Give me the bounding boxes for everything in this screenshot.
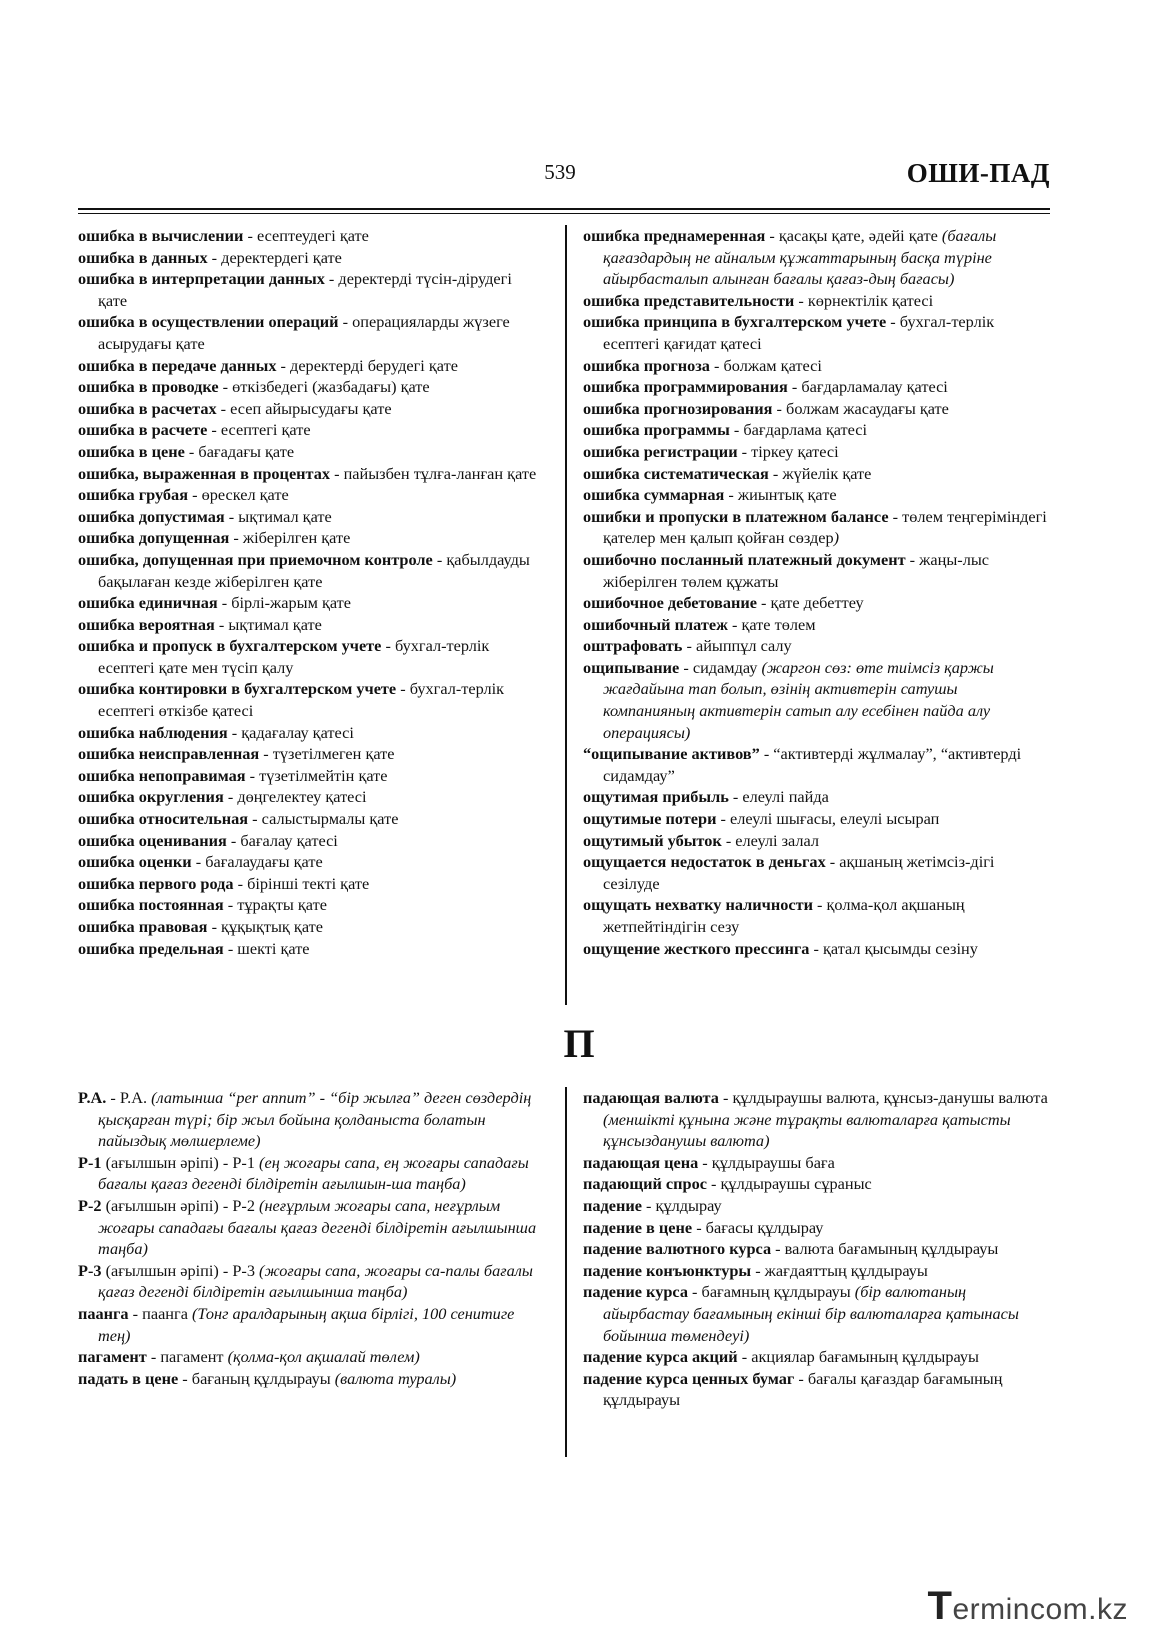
dictionary-entry: [583, 635, 1053, 657]
entry-term: ошибка прогноза: [583, 355, 710, 375]
entry-term: ощутимый убыток: [583, 830, 722, 850]
entry-definition: - жиынтық қате: [724, 485, 837, 505]
entry-term: ошибка регистрации: [583, 441, 738, 461]
dictionary-entry: [583, 398, 1053, 420]
entry-note: (бір валютаның айырбастау бағамының екінші бір валюталарға қатынасы бойынша төмендеуі): [603, 1282, 1019, 1345]
entry-definition: - пайызбен тұлға-ланған қате: [330, 463, 537, 483]
entry-definition: - бағасы құлдырау: [692, 1217, 824, 1237]
dictionary-entry: [583, 290, 1053, 312]
dictionary-entry: [78, 851, 540, 873]
entry-definition: - елеулі залал: [721, 830, 820, 850]
entry-term: падающая валюта: [583, 1088, 719, 1107]
entry-term: ощущать нехватку наличности: [583, 895, 813, 915]
entry-term: ошибка в данных: [78, 247, 208, 267]
entry-definition: - бағамның құлдырауы: [687, 1282, 855, 1302]
dictionary-entry: [78, 743, 540, 765]
entry-definition: - түзетілмеген қате: [259, 744, 395, 764]
header-rule-thick: [78, 208, 1050, 210]
dictionary-entry: [583, 938, 1053, 960]
dictionary-entry: [583, 808, 1053, 830]
entry-definition: - бухгал-терлік есептегі қағидат қатесі: [603, 312, 995, 353]
entry-term: ощущение жесткого прессинга: [583, 938, 810, 958]
column-bottom-right: [583, 1087, 1053, 1411]
dictionary-entry: [78, 463, 540, 485]
entry-definition: - жаңы-лыс жіберілген төлем құжаты: [603, 549, 989, 591]
entry-term: падение курса акций: [583, 1347, 738, 1367]
entry-term: ошибка программы: [583, 420, 730, 440]
dictionary-entry: [78, 614, 540, 636]
entry-definition: - бағалаудағы қате: [191, 852, 323, 872]
dictionary-entry: [583, 484, 1053, 506]
entry-term: P-1: [78, 1152, 102, 1172]
entry-definition: - бағдарлама қатесі: [729, 420, 868, 440]
dictionary-entry: [78, 873, 540, 895]
dictionary-entry: [78, 938, 540, 960]
entry-term: ошибка округления: [78, 787, 224, 807]
dictionary-entry: [583, 441, 1053, 463]
dictionary-entry: [583, 311, 1053, 354]
entry-term: ошибка программирования: [583, 377, 788, 397]
dictionary-entry: [583, 1152, 1053, 1174]
entry-definition: - бухгал-терлік есептегі қате мен түсіп қалу: [98, 636, 490, 677]
entry-definition: (ағылшын әріпі) - P-1: [101, 1152, 260, 1172]
entry-term: ошибка представительности: [583, 290, 795, 310]
entry-definition: - бухгал-терлік есептегі өткізбе қатесі: [98, 679, 505, 721]
entry-term: падающая цена: [583, 1152, 699, 1172]
watermark-text: ermincom.kz: [952, 1593, 1128, 1626]
entry-term: ошибки и пропуски в платежном балансе: [583, 506, 889, 526]
entry-term: падение курса: [583, 1282, 688, 1302]
entry-definition: - айыппұл салу: [682, 636, 792, 656]
entry-term: падение конъюнктуры: [583, 1260, 752, 1280]
dictionary-entry: [78, 247, 540, 269]
dictionary-entry: [583, 376, 1053, 398]
entry-definition: - операцияларды жүзеге асырудағы қате: [98, 312, 510, 353]
dictionary-entry: [583, 657, 1053, 743]
dictionary-entry: [78, 1152, 540, 1195]
entry-note: (бағалы қағаздардың не айналым құжаттарының басқа түріне айырбасталып алынған бағалы қағаз-дың бағасы): [603, 226, 997, 289]
entry-definition: - дөңгелектеу қатесі: [223, 787, 367, 807]
entry-definition: - елеулі пайда: [728, 787, 829, 807]
dictionary-entry: [78, 592, 540, 614]
entry-term: ошибка допущенная: [78, 528, 230, 548]
entry-definition: - есеп айырысудағы қате: [216, 398, 392, 418]
entry-term: ошибка систематическая: [583, 463, 769, 483]
entry-definition: - қасақы қате, әдейі қате: [765, 226, 942, 245]
column-divider-top: [565, 225, 567, 1005]
dictionary-entry: [78, 398, 540, 420]
dictionary-entry: [78, 635, 540, 678]
entry-note: (ең жоғары сапа, ең жоғары сападағы бағалы қағаз дегенді білдіретін ағылшын-ша таңба): [98, 1152, 529, 1194]
entry-term: P.A.: [78, 1088, 107, 1107]
dictionary-entry: [583, 419, 1053, 441]
dictionary-entry: [583, 463, 1053, 485]
dictionary-entry: [583, 1238, 1053, 1260]
entry-term: ошибка в передаче данных: [78, 355, 277, 375]
entry-term: ошибка в вычислении: [78, 226, 244, 245]
dictionary-entry: [583, 1173, 1053, 1195]
entry-note: (Тонг аралдарының ақша бірлігі, 100 сенитиге тең): [98, 1303, 515, 1345]
dictionary-entry: [78, 549, 540, 592]
dictionary-entry: [583, 225, 1053, 290]
entry-definition: - деректердегі қате: [207, 247, 342, 267]
entry-definition: - құлдыраушы баға: [698, 1152, 835, 1172]
entry-term: ошибка и пропуск в бухгалтерском учете: [78, 636, 382, 656]
dictionary-entry: [583, 1217, 1053, 1239]
entry-definition: - төлем теңгеріміндегі қателер мен қалып қойған сөздер: [603, 506, 1047, 548]
entry-term: ошибка предельная: [78, 938, 224, 958]
section-letter: П: [563, 1021, 595, 1066]
dictionary-entry: [583, 355, 1053, 377]
entry-term: ошибка в осуществлении операций: [78, 312, 339, 332]
entry-term: P-3: [78, 1260, 102, 1280]
entry-definition: - “активтерді жұлмалау”, “активтерді сидамдау”: [603, 744, 1022, 785]
entry-term: падение в цене: [583, 1217, 693, 1237]
entry-term: ошибка допустимая: [78, 506, 225, 526]
dictionary-entry: [583, 830, 1053, 852]
entry-term: пагамент: [78, 1347, 147, 1367]
dictionary-entry: [78, 830, 540, 852]
entry-term: ошибка в интерпретации данных: [78, 269, 325, 289]
entry-term: ошибка вероятная: [78, 614, 215, 634]
entry-term: ошибка в расчетах: [78, 398, 217, 418]
entry-term: ошибка наблюдения: [78, 722, 228, 742]
entry-definition: - есептегі қате: [207, 420, 311, 440]
entry-term: паанга: [78, 1303, 129, 1323]
dictionary-entry: [78, 225, 540, 247]
entry-term: ошибка постоянная: [78, 895, 224, 915]
page-number: 539: [544, 160, 576, 184]
entry-definition: - бағдарламалау қатесі: [787, 377, 948, 397]
entry-definition: - шекті қате: [223, 938, 310, 958]
dictionary-entry: [78, 527, 540, 549]
header-rule-thin: [78, 213, 1050, 214]
dictionary-entry: [78, 722, 540, 744]
entry-note: ): [833, 528, 840, 548]
entry-definition: - өткізбедегі (жазбадағы) қате: [218, 377, 430, 397]
entry-definition: - есептеудегі қате: [243, 226, 369, 245]
site-watermark: [928, 1584, 1128, 1629]
dictionary-entry: [78, 765, 540, 787]
entry-term: ощутимые потери: [583, 809, 717, 829]
dictionary-entry: [78, 1346, 540, 1368]
dictionary-entry: [583, 549, 1053, 592]
entry-term: оштрафовать: [583, 636, 683, 656]
column-bottom-left: [78, 1087, 540, 1389]
dictionary-entry: [78, 894, 540, 916]
dictionary-entry: [78, 808, 540, 830]
entry-definition: - бағалы қағаздар бағамының құлдырауы: [603, 1368, 1003, 1410]
dictionary-entry: [78, 484, 540, 506]
entry-definition: - құлдыраушы сұраныс: [706, 1174, 872, 1194]
entry-definition: - көрнектілік қатесі: [794, 290, 934, 310]
entry-definition: - қадағалау қатесі: [227, 722, 354, 742]
entry-term: падение валютного курса: [583, 1239, 772, 1259]
entry-term: ощутимая прибыль: [583, 787, 729, 807]
entry-note: (латынша “per annum” - “бір жылға” деген сөздердің қысқарған түрі; бір жыл бойына қолданыста болатын пайыздық мөлшерлеме): [98, 1088, 532, 1151]
entry-definition: - бірлі-жарым қате: [217, 593, 352, 613]
entry-definition: - пагамент: [146, 1347, 228, 1367]
entry-definition: - бағадағы қате: [184, 441, 295, 461]
entry-term: ошибка относительная: [78, 809, 249, 829]
dictionary-entry: [78, 1195, 540, 1260]
entry-term: ошибка единичная: [78, 593, 218, 613]
dictionary-entry: [583, 851, 1053, 894]
entry-term: ошибочное дебетование: [583, 593, 757, 613]
entry-definition: - акциялар бағамының құлдырауы: [737, 1347, 979, 1367]
entry-term: падающий спрос: [583, 1174, 707, 1194]
dictionary-entry: [78, 419, 540, 441]
dictionary-entry: [583, 894, 1053, 937]
entry-term: ошибка оценивания: [78, 830, 227, 850]
dictionary-entry: [583, 592, 1053, 614]
entry-term: ошибка оценки: [78, 852, 192, 872]
entry-term: ошибка первого рода: [78, 873, 234, 893]
entry-definition: - бірінші текті қате: [233, 873, 370, 893]
dictionary-entry: [78, 268, 540, 311]
dictionary-entry: [583, 506, 1053, 549]
dictionary-entry: [78, 355, 540, 377]
entry-definition: - қатал қысымды сезіну: [809, 938, 978, 958]
entry-definition: - құлдырау: [641, 1195, 722, 1215]
entry-definition: - салыстырмалы қате: [248, 809, 399, 829]
dictionary-entry: [583, 743, 1053, 786]
dictionary-entry: [583, 614, 1053, 636]
entry-definition: - болжам қатесі: [709, 355, 822, 375]
entry-definition: - ақшаның жетімсіз-дігі сезілуде: [603, 852, 995, 893]
entry-definition: - құлдыраушы валюта, құнсыз-данушы валюта: [718, 1088, 1048, 1107]
entry-term: ощущается недостаток в деньгах: [583, 852, 826, 872]
dictionary-entry: [78, 916, 540, 938]
entry-definition: - жіберілген қате: [229, 528, 351, 548]
entry-term: P-2: [78, 1195, 102, 1215]
entry-definition: - қабылдауды бақылаған кезде жіберілген қате: [98, 549, 530, 591]
running-head: ОШИ-ПАД: [906, 158, 1050, 188]
entry-term: падение курса ценных бумаг: [583, 1368, 795, 1388]
dictionary-entry: [78, 441, 540, 463]
entry-term: ошибка в расчете: [78, 420, 208, 440]
dictionary-entry: [583, 1346, 1053, 1368]
entry-term: ошибка неисправленная: [78, 744, 260, 764]
entry-term: ошибка грубая: [78, 485, 189, 505]
dictionary-entry: [583, 1087, 1053, 1152]
entry-term: ошибочный платеж: [583, 614, 728, 634]
entry-definition: - валюта бағамының құлдырауы: [771, 1239, 999, 1259]
entry-definition: - сидамдау: [679, 657, 762, 677]
entry-term: ошибка контировки в бухгалтерском учете: [78, 679, 397, 699]
entry-definition: - бағалау қатесі: [226, 830, 338, 850]
entry-definition: (ағылшын әріпі) - P-3: [101, 1260, 260, 1280]
entry-term: ошибка прогнозирования: [583, 398, 773, 418]
entry-definition: - ықтимал қате: [224, 506, 332, 526]
entry-term: ошибка правовая: [78, 917, 208, 936]
dictionary-entry: [78, 786, 540, 808]
entry-definition: - елеулі шығасы, елеулі ысырап: [716, 809, 940, 829]
dictionary-entry: [583, 786, 1053, 808]
entry-term: ошибка в цене: [78, 441, 185, 461]
entry-note: (жоғары сапа, жоғары са-палы бағалы қағаз дегенді білдіретін ағылшынша таңба): [98, 1260, 533, 1302]
entry-definition: - бағаның құлдырауы: [178, 1368, 335, 1388]
entry-definition: - жүйелік қате: [768, 463, 872, 483]
dictionary-entry: [78, 311, 540, 354]
column-top-left: [78, 225, 540, 959]
entry-note: (қолма-қол ақшалай төлем): [227, 1347, 420, 1367]
dictionary-entry: [78, 1087, 540, 1152]
entry-term: ошибка в проводке: [78, 377, 219, 397]
entry-definition: - тіркеу қатесі: [737, 441, 839, 461]
entry-note: (меншікті құнына және тұрақты валюталарға қатысты құнсызданушы валюта): [603, 1109, 1011, 1151]
dictionary-entry: [583, 1281, 1053, 1346]
entry-definition: - тұрақты қате: [223, 895, 327, 915]
dictionary-entry: [78, 1260, 540, 1303]
entry-term: ошибка, выраженная в процентах: [78, 463, 331, 483]
entry-definition: - деректерді түсін-дірудегі қате: [98, 269, 512, 310]
column-divider-bottom: [565, 1087, 567, 1457]
entry-definition: - жағдаяттың құлдырауы: [751, 1260, 928, 1280]
dictionary-entry: [78, 1303, 540, 1346]
entry-definition: - деректерді берудегі қате: [276, 355, 458, 375]
dictionary-entry: [78, 376, 540, 398]
entry-definition: - өрескел қате: [188, 485, 289, 505]
entry-definition: (ағылшын әріпі) - P-2: [101, 1195, 260, 1215]
dictionary-entry: [583, 1368, 1053, 1411]
entry-definition: - қате дебеттеу: [756, 593, 864, 613]
entry-term: ощипывание: [583, 657, 680, 677]
dictionary-entry: [78, 678, 540, 721]
entry-note: (неғұрлым жоғары сапа, неғұрлым жоғары сападағы бағалы қағаз дегенді білдіретін ағылшынша таңба): [98, 1195, 537, 1259]
column-top-right: [583, 225, 1053, 959]
entry-term: падать в цене: [78, 1368, 179, 1388]
entry-term: падение: [583, 1195, 642, 1215]
entry-term: ошибка непоправимая: [78, 765, 246, 785]
entry-definition: - ықтимал қате: [214, 614, 322, 634]
entry-definition: - паанга: [128, 1303, 192, 1323]
entry-term: ошибка, допущенная при приемочном контроле: [78, 549, 433, 569]
watermark-initial: T: [927, 1584, 953, 1628]
entry-note: (жаргон сөз: өте тиімсіз қаржы жағдайына тап болып, өзінің активтерін сатушы компанияның активтерін сатып алу есебінен пайда алу операциясы): [603, 657, 994, 742]
entry-term: ошибка суммарная: [583, 485, 725, 505]
dictionary-entry: [78, 506, 540, 528]
entry-term: ошибочно посланный платежный документ: [583, 549, 906, 569]
entry-definition: - P.A.: [106, 1088, 152, 1107]
entry-definition: - қолма-қол ақшаның жетпейтіндігін сезу: [603, 895, 965, 936]
entry-note: (валюта туралы): [334, 1368, 457, 1388]
entry-definition: - түзетілмейтін қате: [245, 765, 388, 785]
entry-definition: - болжам жасаудағы қате: [772, 398, 949, 418]
dictionary-entry: [583, 1260, 1053, 1282]
entry-definition: - қате төлем: [727, 614, 816, 634]
entry-definition: - құқықтық қате: [207, 917, 323, 936]
entry-term: “ощипывание активов”: [583, 744, 760, 764]
dictionary-entry: [78, 1368, 540, 1390]
dictionary-entry: [583, 1195, 1053, 1217]
entry-term: ошибка преднамеренная: [583, 226, 766, 245]
entry-term: ошибка принципа в бухгалтерском учете: [583, 312, 887, 332]
